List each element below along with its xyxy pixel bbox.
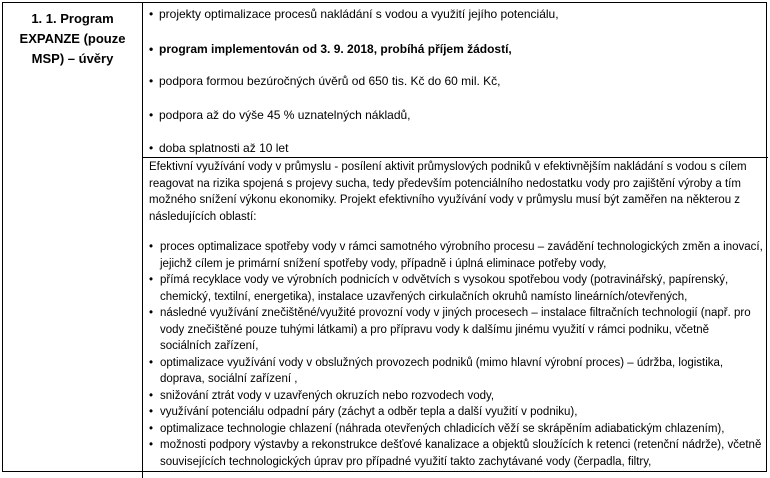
bullet-icon: • [149, 241, 154, 253]
summary-text: podpora formou bezúročných úvěrů od 650 tis. Kč do 60 mil. Kč, [159, 74, 501, 88]
summary-bullet [149, 141, 288, 155]
bullet-icon: • [149, 74, 154, 88]
column-divider [142, 158, 143, 478]
program-table [2, 2, 767, 472]
bullet-icon: • [149, 141, 154, 155]
description-intro: Efektivní využívání vody v průmyslu - posílení aktivit průmyslových podniků v efektivnějším nakládání s vodou s cílem reagovat na rizika spojená s projevy sucha, tedy především potenciálního nedostatku vody pro zajištění výroby a tím možného snížení výkonu ekonomiky. Projekt efektivního využívání vody v průmyslu musí být zaměřen na některou z následujících oblastí: [149, 161, 747, 223]
summary-text: podpora až do výše 45 % uznatelných nákladů, [159, 108, 411, 122]
bullet-icon: • [149, 422, 154, 435]
bullet-icon: • [149, 307, 154, 319]
program-title: 1. 1. Program EXPANZE (pouze MSP) – úvěry [19, 11, 126, 66]
list-item: • možnosti podpory výstavby a rekonstrukce dešťové kanalizace a objektů sloužících k retenci (retenční nádrže), včetně souvisejících technologických úprav pro případné využití takto zachytávané vody (čerpadla, filtry, [149, 439, 762, 468]
bullet-icon: • [149, 274, 154, 286]
bullet-icon: • [149, 42, 154, 56]
list-item: • proces optimalizace spotřeby vody v rámci samotného výrobního procesu – zavádění technologických změn a inovací, jejichž cílem je primární snížení spotřeby vody, případně i úplná eliminace potřeby vody, [149, 241, 763, 270]
bullet-icon: • [149, 389, 154, 402]
area-list [149, 239, 763, 470]
row-divider [143, 157, 768, 158]
list-item: • využívání potenciálu odpadní páry (záchyt a odběr tepla a další využití v podniku), [149, 404, 763, 421]
summary-text: doba splatnosti až 10 let [159, 141, 289, 155]
bullet-icon: • [149, 7, 154, 21]
bullet-icon: • [149, 108, 154, 122]
list-item: • optimalizace využívání vody v obslužných provozech podniků (mimo hlavní výrobní proces) – údržba, logistika, doprava, sociální zařízení , [149, 356, 724, 385]
list-item: • přímá recyklace vody ve výrobních podnicích v odvětvích s vysokou spotřebou vody (potravinářský, papírenský, chemický, textilní, energetika), instalace uzavřených cirkulačních okruhů namísto lineárních/otevřených, [149, 274, 729, 303]
summary-bullet [149, 42, 512, 56]
summary-bullet [149, 108, 411, 122]
summary-bullet [149, 74, 501, 88]
summary-text: projekty optimalizace procesů nakládání s vodou a využití jejího potenciálu, [159, 7, 559, 21]
list-item: • snižování ztrát vody v uzavřených okruzích nebo rozvodech vody, [149, 388, 763, 405]
bullet-icon: • [149, 356, 154, 369]
bullet-icon: • [149, 439, 154, 451]
description-cell [149, 159, 763, 468]
summary-text: program implementován od 3. 9. 2018, probíhá příjem žádostí, [159, 42, 512, 56]
bullet-icon: • [149, 406, 154, 418]
list-item: • následné využívání znečištěné/využité provozní vody v jiných procesech – instalace filtračních technologií (např. pro vody znečištěné pouze tuhými látkami) a pro přípravu vody k dalšímu jinému využití v rámci podniku, včetně sociálních zařízení, [149, 307, 751, 352]
program-name-cell [3, 3, 143, 158]
list-item: • optimalizace technologie chlazení (náhrada otevřených chladicích věží se skrápěním adiabatickým chlazením), [149, 421, 763, 438]
summary-bullet [149, 7, 559, 21]
